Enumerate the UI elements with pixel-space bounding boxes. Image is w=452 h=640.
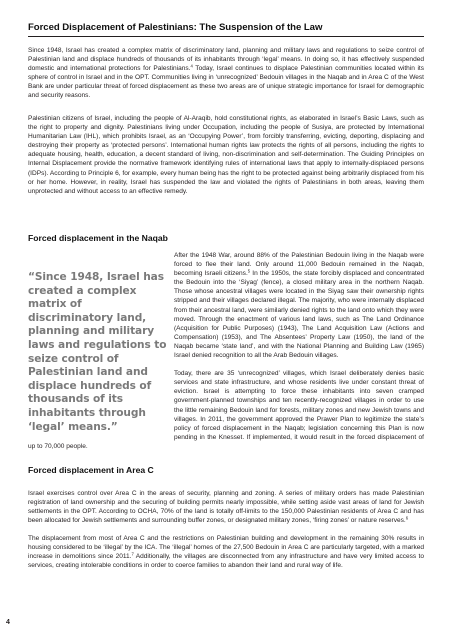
naqab-heading: Forced displacement in the Naqab: [28, 233, 168, 243]
areac-p1-text: Israel exercises control over Area C in the areas of security, planning and zoning. A series of military orders has made Palestinian registration of land ownership and the securing of building permits nearly impossible, while setting aside vast areas of land for Jewish settlements in the OPT. According to OCHA, 70% of the land is totally off-limits to the 150,000 Palestinian residents of Area C and has been allocated for Jewish settlements and surrounding buffer zones, or designated military zones, ‘firing zones’ or nature reserves.: [28, 490, 424, 525]
pull-quote: “Since 1948, Israel has created a complex matrix of discriminatory land, planning and military laws and regulations to seize control of Palestinian land and displace hundreds of thousands of its inhabitants through ‘legal’ means.”: [28, 271, 167, 433]
areac-p2-text: The displacement from most of Area C and the restrictions on Palestinian building and development in the remaining 30% results in housing considered to be ‘illegal’ by the ICA. The ‘illegal’ homes of the 27,500 Bedouin in Area C are particularly targeted, with a marked increase in demolitions since 2011.: [28, 535, 424, 561]
naqab-paragraph-2: Today, there are 35 ‘unrecognized’ villages, which Israel deliberately denies basic services and state infrastructure, and whose residents live under constant threat of eviction. Israel is attempting to force these inhabitants into seven cramped government-planned townships and ten recently-recognized villages in order to use the little remaining Bedouin land for forests, military zones and new Jewish towns and villages. In 2011, the government approved the Prawer Plan to legitimize the state’s policy of forced displacement in the Naqab; legislation concerning this Plan is now pending in the Knesset. If implemented, it would result in the forced displacement of up to 70,000 people.: [28, 370, 424, 450]
areac-p2-tail: Additionally, the villages are disconnected from any infrastructure and have very limited access to services, creating intolerable conditions in order to coerce families to abandon their land and rural way of life.: [28, 553, 424, 570]
page-title: Forced Displacement of Palestinians: The Suspension of the Law: [28, 22, 323, 33]
naqab-section-heading: [28, 233, 424, 243]
intro-paragraph-1: [28, 46, 424, 101]
intro-p1-tail: Today, Israel continues to displace Palestinian communities located within its sphere of control in Israel and in the OPT. Communities living in ‘unrecognized’ Bedouin villages in the Naqab and in Area C of the West Bank are under particular threat of forced displacement as these two areas are of unique strategic importance for Israel for demographic and security reasons.: [28, 65, 425, 100]
footnote-ref-5: 5: [247, 268, 251, 274]
page-number: 4: [6, 619, 10, 626]
naqab-body-with-quote: [28, 251, 424, 451]
naqab-p1-text: After the 1948 War, around 88% of the Palestinian Bedouin living in the Naqab were forced to flee their land. Only around 11,000 Bedouin remained in the Naqab, becoming Israeli citizens.: [174, 252, 424, 278]
intro-p1-text: Since 1948, Israel has created a complex matrix of discriminatory land, planning and military laws and regulations to seize control of Palestinian land and displace hundreds of thousands of its inhabitants through ‘legal’ means. In doing so, it has effectively suspended domestic and international protections for Palestinians.: [28, 47, 424, 73]
naqab-p1-tail: In the 1950s, the state forcibly displaced and concentrated the Bedouin into the ‘Siyag’ (fence), a closed military area in the northern Naqab. Those whose ancestral villages were located in the Siyag saw their ownership rights stripped and their villages declared illegal. The majority, who were internally displaced from their ancestral land, were similarly denied rights to the land onto which they were moved. Through the enactment of various land laws, such as The Land Ordinance (Acquisition for Public Purposes) (1943), The Land Acquisition Law (Actions and Compensation) (1953), and The Absentees’ Property Law (1950), the land of the Naqab became ‘state land’, and with the National Planning and Building Law (1965) Israel denied recognition to all the Arab Bedouin villages.: [174, 270, 425, 360]
areac-heading: Forced displacement in Area C: [28, 465, 154, 475]
footnote-ref-7: 7: [131, 551, 134, 557]
intro-p2-text: Palestinian citizens of Israel, including the people of Al-Araqib, hold constitutional rights, as elaborated in Israel’s Basic Laws, such as the right to property and dignity. Palestinians living under Occupation, including the people of Susiya, are protected by International Humanitarian Law (IHL), which prohibits Israel, as an ‘Occupying Power’, from forcibly transferring, evicting, deporting, displacing and destroying their property as ‘protected persons’. International human rights law protects the rights of all persons, including the rights to adequate housing, health, education, a decent standard of living, non-discrimination and self-determination. The Guiding Principles on Internal Displacement provide the normative framework identifying rules of international laws that apply to internally-displaced persons (IDPs). According to Principle 6, for example, every human being has the right to be protected against being arbitrarily displaced from his or her home. However, in reality, Israel has suspended the law and violated the rights of Palestinians in both areas, leaving them unprotected and without access to an effective remedy.: [28, 115, 424, 195]
areac-paragraph-1: [28, 489, 424, 525]
footnote-ref-4: 4: [190, 63, 193, 69]
title-bar: [28, 22, 424, 37]
footnote-ref-6: 6: [405, 515, 409, 521]
areac-paragraph-2: [28, 534, 424, 570]
areac-section-heading: [28, 465, 424, 475]
intro-paragraph-2: [28, 114, 424, 196]
